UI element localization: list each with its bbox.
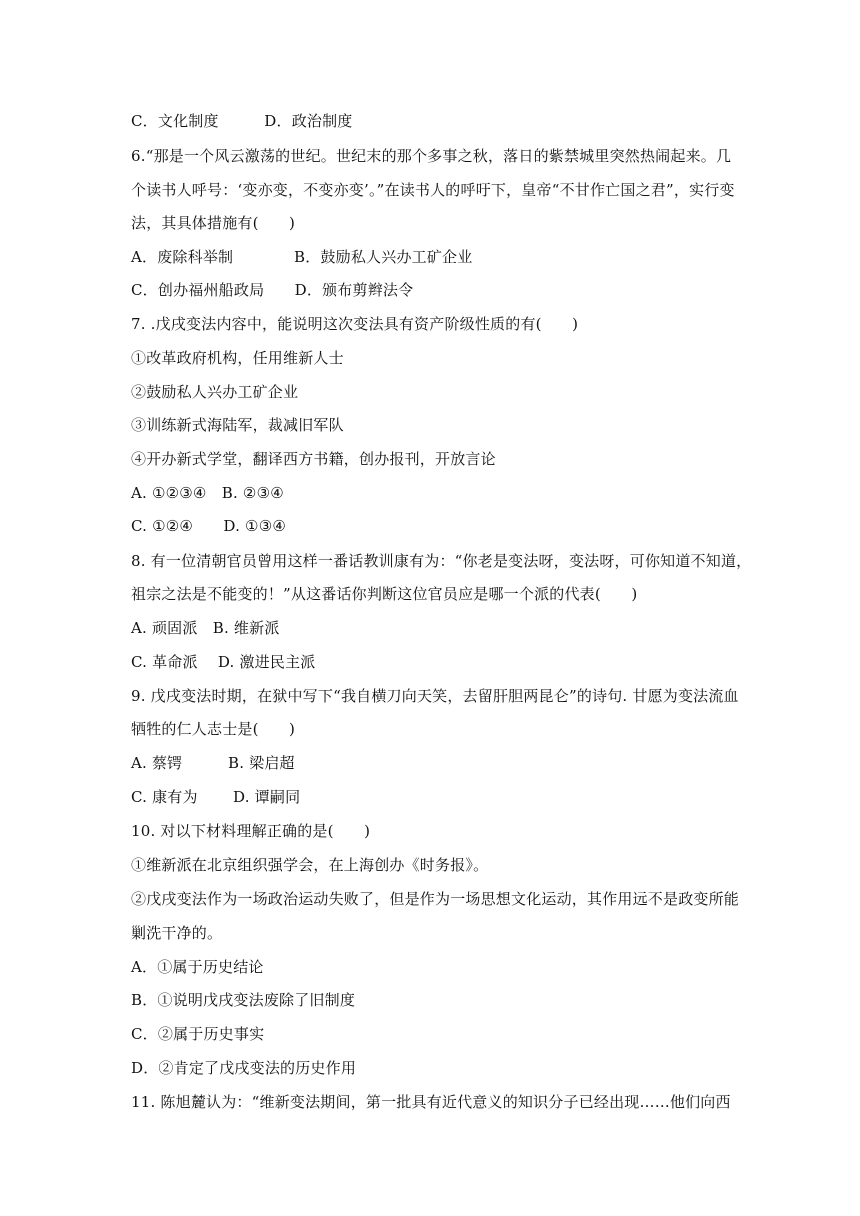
- q9-stem-line-1: 9. 戊戌变法时期，在狱中写下“我自横刀向天笑，去留肝胆两昆仑”的诗句. 甘愿为变法流血: [131, 687, 739, 705]
- q7-options-cd: C. ①②④ D. ①③④: [131, 517, 286, 535]
- q10-material-2-line-1: ②戊戌变法作为一场政治运动失败了，但是作为一场思想文化运动，其作用远不是政变所能: [131, 890, 740, 908]
- q10-option-a: A．①属于历史结论: [131, 958, 264, 976]
- q10-option-d: D．②肯定了戊戌变法的历史作用: [131, 1059, 357, 1077]
- q8-options-ab: A. 顽固派 B. 维新派: [131, 619, 280, 637]
- q7-item-2: ②鼓励私人兴办工矿企业: [131, 383, 299, 401]
- q10-material-2-line-2: 剿洗干净的。: [131, 924, 223, 942]
- q9-options-ab: A. 蔡锷 B. 梁启超: [131, 754, 295, 772]
- q6-stem-line-3: 法，其具体措施有( ): [131, 214, 296, 232]
- q7-item-4: ④开办新式学堂，翻译西方书籍，创办报刊，开放言论: [131, 450, 496, 468]
- q6-stem-line-1: 6.“那是一个风云激荡的世纪。世纪末的那个多事之秋，落日的紫禁城里突然热闹起来。几: [131, 147, 732, 165]
- q10-stem: 10. 对以下材料理解正确的是( ): [131, 822, 371, 840]
- q10-material-1: ①维新派在北京组织强学会，在上海创办《时务报》。: [131, 856, 489, 874]
- q8-stem-line-2: 祖宗之法是不能变的！”从这番话你判断这位官员应是哪一个派的代表( ): [131, 585, 638, 603]
- q10-option-b: B．①说明戊戌变法废除了旧制度: [131, 991, 356, 1009]
- q11-stem-line-1: 11. 陈旭麓认为：“维新变法期间，第一批具有近代意义的知识分子已经出现……他们向西: [131, 1093, 731, 1111]
- q7-item-1: ①改革政府机构，任用维新人士: [131, 349, 344, 367]
- q7-options-ab: A. ①②③④ B. ②③④: [131, 484, 284, 502]
- q8-options-cd: C. 革命派 D. 激进民主派: [131, 653, 316, 671]
- q7-stem: 7. .戊戌变法内容中，能说明这次变法具有资产阶级性质的有( ): [131, 315, 579, 333]
- q9-stem-line-2: 牺牲的仁人志士是( ): [131, 720, 296, 738]
- q5-options-cd: C．文化制度 D．政治制度: [131, 112, 353, 130]
- q6-options-ab: A．废除科举制 B．鼓励私人兴办工矿企业: [131, 248, 473, 266]
- q8-stem-line-1: 8. 有一位清朝官员曾用这样一番话教训康有为：“你老是变法呀，变法呀，可你知道不知道，: [131, 552, 752, 570]
- q10-option-c: C．②属于历史事实: [131, 1025, 265, 1043]
- q9-options-cd: C. 康有为 D. 谭嗣同: [131, 788, 301, 806]
- q7-item-3: ③训练新式海陆军，裁减旧军队: [131, 416, 344, 434]
- q6-options-cd: C．创办福州船政局 D．颁布剪辫法令: [131, 281, 414, 299]
- q6-stem-line-2: 个读书人呼号：‘变亦变，不变亦变’。”在读书人的呼吁下，皇帝“不甘作亡国之君”，实行变: [131, 181, 735, 199]
